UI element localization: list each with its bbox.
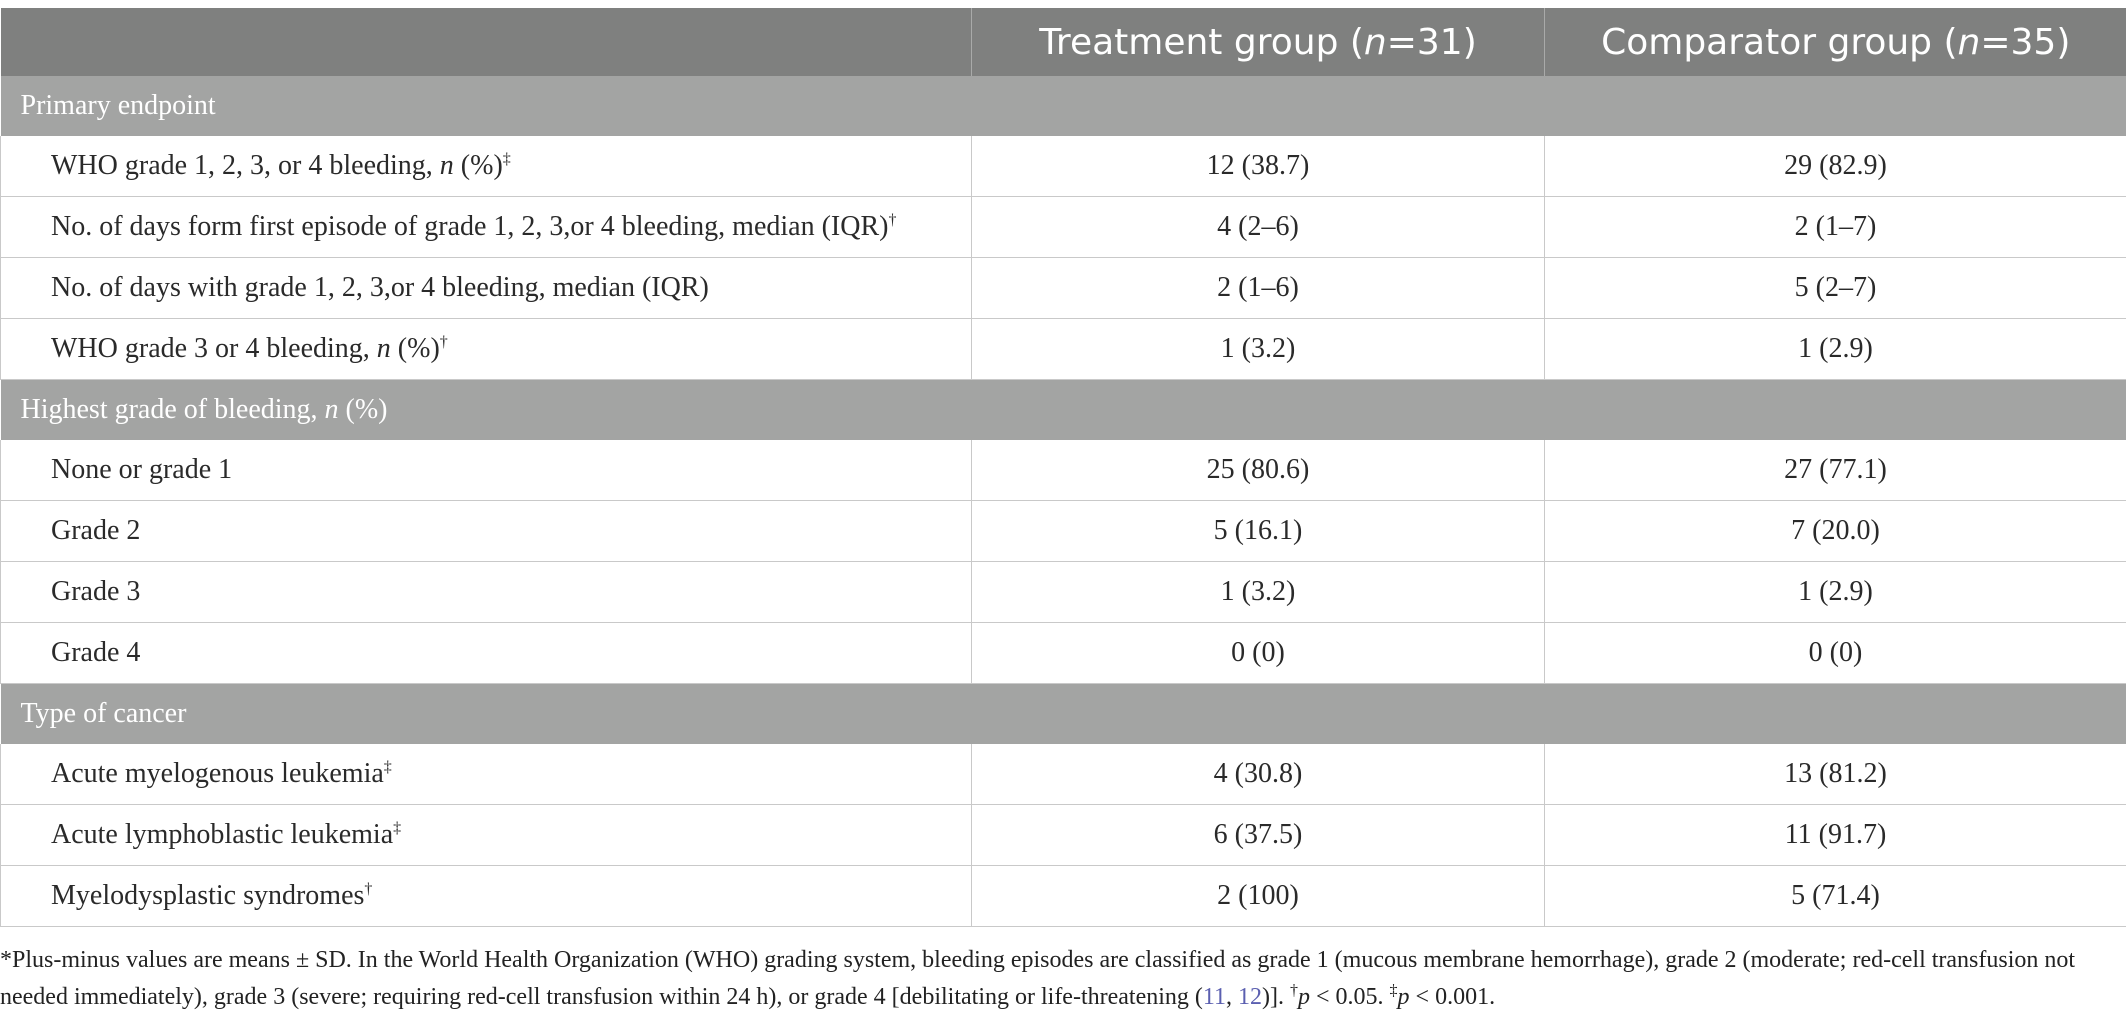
reference-link-12[interactable]: 12 xyxy=(1238,984,1263,1010)
table-header-row xyxy=(1,8,2126,76)
row-label: Grade 4 xyxy=(1,623,972,684)
comparator-value: 0 (0) xyxy=(1545,623,2126,684)
row-label: No. of days form first episode of grade 1, 2, 3,or 4 bleeding, median (IQR)† xyxy=(1,197,972,258)
table-row xyxy=(1,136,2126,197)
treatment-value: 2 (100) xyxy=(972,866,1545,927)
reference-link-11[interactable]: 11 xyxy=(1202,984,1227,1010)
comparator-value: 27 (77.1) xyxy=(1545,440,2126,501)
comparator-value: 13 (81.2) xyxy=(1545,744,2126,805)
row-label: Acute lymphoblastic leukemia‡ xyxy=(1,805,972,866)
treatment-value: 0 (0) xyxy=(972,623,1545,684)
table-row xyxy=(1,866,2126,927)
section-primary-endpoint xyxy=(1,76,2126,136)
treatment-value: 1 (3.2) xyxy=(972,319,1545,380)
table-row xyxy=(1,319,2126,380)
treatment-value: 25 (80.6) xyxy=(972,440,1545,501)
table-row xyxy=(1,623,2126,684)
comparator-value: 1 (2.9) xyxy=(1545,562,2126,623)
treatment-value: 12 (38.7) xyxy=(972,136,1545,197)
treatment-value: 4 (30.8) xyxy=(972,744,1545,805)
header-label-column xyxy=(1,8,972,76)
comparator-value: 29 (82.9) xyxy=(1545,136,2126,197)
table-row xyxy=(1,258,2126,319)
row-label: WHO grade 3 or 4 bleeding, n (%)† xyxy=(1,319,972,380)
treatment-value: 5 (16.1) xyxy=(972,501,1545,562)
row-label: None or grade 1 xyxy=(1,440,972,501)
comparator-value: 5 (2–7) xyxy=(1545,258,2126,319)
table-row xyxy=(1,501,2126,562)
table-row xyxy=(1,805,2126,866)
header-comparator-group: Comparator group (n=35) xyxy=(1545,8,2126,76)
table-row xyxy=(1,440,2126,501)
treatment-value: 4 (2–6) xyxy=(972,197,1545,258)
table-footnote: *Plus-minus values are means ± SD. In the World Health Organization (WHO) grading system, bleeding episodes are classified as grade 1 (mucous membrane hemorrhage), grade 2 (moderate; red-cell transfusion not needed immediately), grade 3 (severe; requiring red-cell transfusion within 24 h), or grade 4 [debilitating or life-threatening (11, 12)]. †p < 0.05. ‡p < 0.001. xyxy=(0,947,2076,1010)
row-label: Grade 3 xyxy=(1,562,972,623)
header-treatment-group: Treatment group (n=31) xyxy=(972,8,1545,76)
section-title: Highest grade of bleeding, n (%) xyxy=(1,380,2126,441)
comparator-value: 11 (91.7) xyxy=(1545,805,2126,866)
comparator-value: 5 (71.4) xyxy=(1545,866,2126,927)
section-title: Primary endpoint xyxy=(1,76,2126,136)
row-label: Grade 2 xyxy=(1,501,972,562)
row-label: WHO grade 1, 2, 3, or 4 bleeding, n (%)‡ xyxy=(1,136,972,197)
section-title: Type of cancer xyxy=(1,684,2126,745)
section-highest-grade xyxy=(1,380,2126,441)
row-label: Myelodysplastic syndromes† xyxy=(1,866,972,927)
comparator-value: 1 (2.9) xyxy=(1545,319,2126,380)
table-row xyxy=(1,197,2126,258)
treatment-value: 2 (1–6) xyxy=(972,258,1545,319)
comparator-value: 7 (20.0) xyxy=(1545,501,2126,562)
row-label: Acute myelogenous leukemia‡ xyxy=(1,744,972,805)
table-row xyxy=(1,562,2126,623)
row-label: No. of days with grade 1, 2, 3,or 4 bleeding, median (IQR) xyxy=(1,258,972,319)
treatment-value: 6 (37.5) xyxy=(972,805,1545,866)
bleeding-outcomes-table xyxy=(0,8,2126,927)
treatment-value: 1 (3.2) xyxy=(972,562,1545,623)
section-type-of-cancer xyxy=(1,684,2126,745)
comparator-value: 2 (1–7) xyxy=(1545,197,2126,258)
results-table-container xyxy=(0,8,2126,927)
table-row xyxy=(1,744,2126,805)
